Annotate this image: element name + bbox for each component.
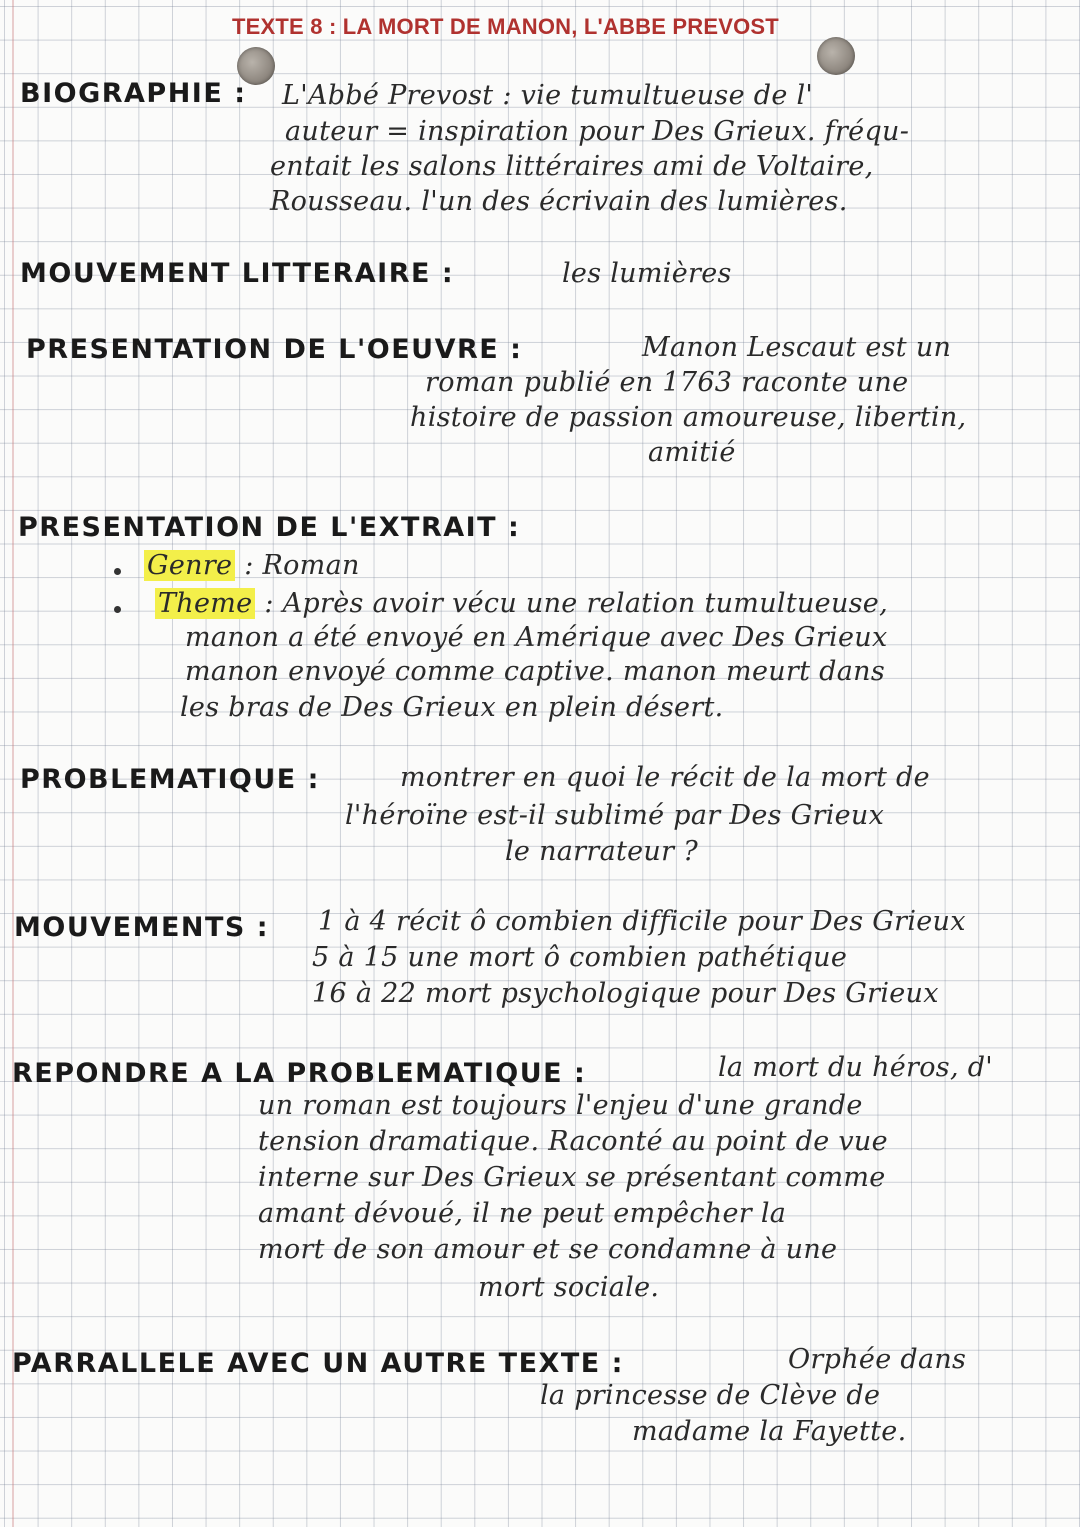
mouvements-line: 1 à 4 récit ô combien difficile pour Des Grieux	[318, 906, 966, 937]
oeuvre-line: roman publié en 1763 raconte une	[425, 367, 909, 398]
repondre-line: amant dévoué, il ne peut empêcher la	[258, 1198, 787, 1229]
problematique-line: montrer en quoi le récit de la mort de	[400, 762, 930, 793]
theme-line: manon envoyé comme captive. manon meurt dans	[185, 656, 885, 687]
repondre-line: mort sociale.	[478, 1272, 660, 1303]
genre-label: Genre	[144, 550, 235, 581]
theme-line: manon a été envoyé en Amérique avec Des Grieux	[185, 622, 888, 653]
page-title: TEXTE 8 : LA MORT DE MANON, L'ABBE PREVOST	[232, 14, 779, 39]
problematique-line: le narrateur ?	[505, 836, 698, 867]
mouvements-line: 16 à 22 mort psychologique pour Des Grieux	[312, 978, 939, 1009]
mouvements-line: 5 à 15 une mort ô combien pathétique	[312, 942, 848, 973]
parallele-line: la princesse de Clève de	[540, 1380, 881, 1411]
theme-line: les bras de Des Grieux en plein désert.	[180, 692, 724, 723]
problematique-heading: PROBLEMATIQUE :	[20, 764, 320, 795]
theme-item	[155, 588, 888, 619]
repondre-line: tension dramatique. Raconté au point de vue	[258, 1126, 888, 1157]
biographie-line: entait les salons littéraires ami de Voltaire,	[270, 151, 874, 182]
parallele-heading: PARRALLELE AVEC UN AUTRE TEXTE :	[12, 1348, 624, 1379]
problematique-line: l'héroïne est-il sublimé par Des Grieux	[345, 800, 885, 831]
oeuvre-line: amitié	[648, 437, 736, 468]
oeuvre-heading: PRESENTATION DE L'OEUVRE :	[26, 334, 523, 365]
margin-line	[12, 0, 14, 1527]
oeuvre-line: histoire de passion amoureuse, libertin,	[410, 402, 967, 433]
theme-text: : Après avoir vécu une relation tumultueuse,	[264, 588, 888, 619]
repondre-line: un roman est toujours l'enjeu d'une grande	[258, 1090, 863, 1121]
genre-item	[144, 550, 360, 581]
mouvements-heading: MOUVEMENTS :	[14, 912, 270, 943]
oeuvre-line: Manon Lescaut est un	[642, 332, 952, 363]
theme-label: Theme	[155, 588, 255, 619]
biographie-heading: BIOGRAPHIE :	[20, 78, 247, 109]
bullet	[114, 606, 121, 613]
extrait-heading: PRESENTATION DE L'EXTRAIT :	[18, 512, 521, 543]
biographie-line: auteur = inspiration pour Des Grieux. fréqu-	[285, 116, 910, 147]
repondre-line: interne sur Des Grieux se présentant comme	[258, 1162, 886, 1193]
mouvement-heading: MOUVEMENT LITTERAIRE :	[20, 258, 455, 289]
biographie-line: L'Abbé Prevost : vie tumultueuse de l'	[282, 80, 814, 111]
punch-hole	[817, 37, 855, 75]
parallele-line: Orphée dans	[788, 1344, 967, 1375]
repondre-line: la mort du héros, d'	[718, 1052, 994, 1083]
mouvement-text: les lumières	[562, 258, 732, 289]
parallele-line: madame la Fayette.	[632, 1416, 907, 1447]
genre-value: : Roman	[244, 550, 360, 581]
biographie-line: Rousseau. l'un des écrivain des lumières.	[270, 186, 848, 217]
bullet	[114, 568, 121, 575]
repondre-heading: REPONDRE A LA PROBLEMATIQUE :	[12, 1058, 587, 1089]
repondre-line: mort de son amour et se condamne à une	[258, 1234, 838, 1265]
